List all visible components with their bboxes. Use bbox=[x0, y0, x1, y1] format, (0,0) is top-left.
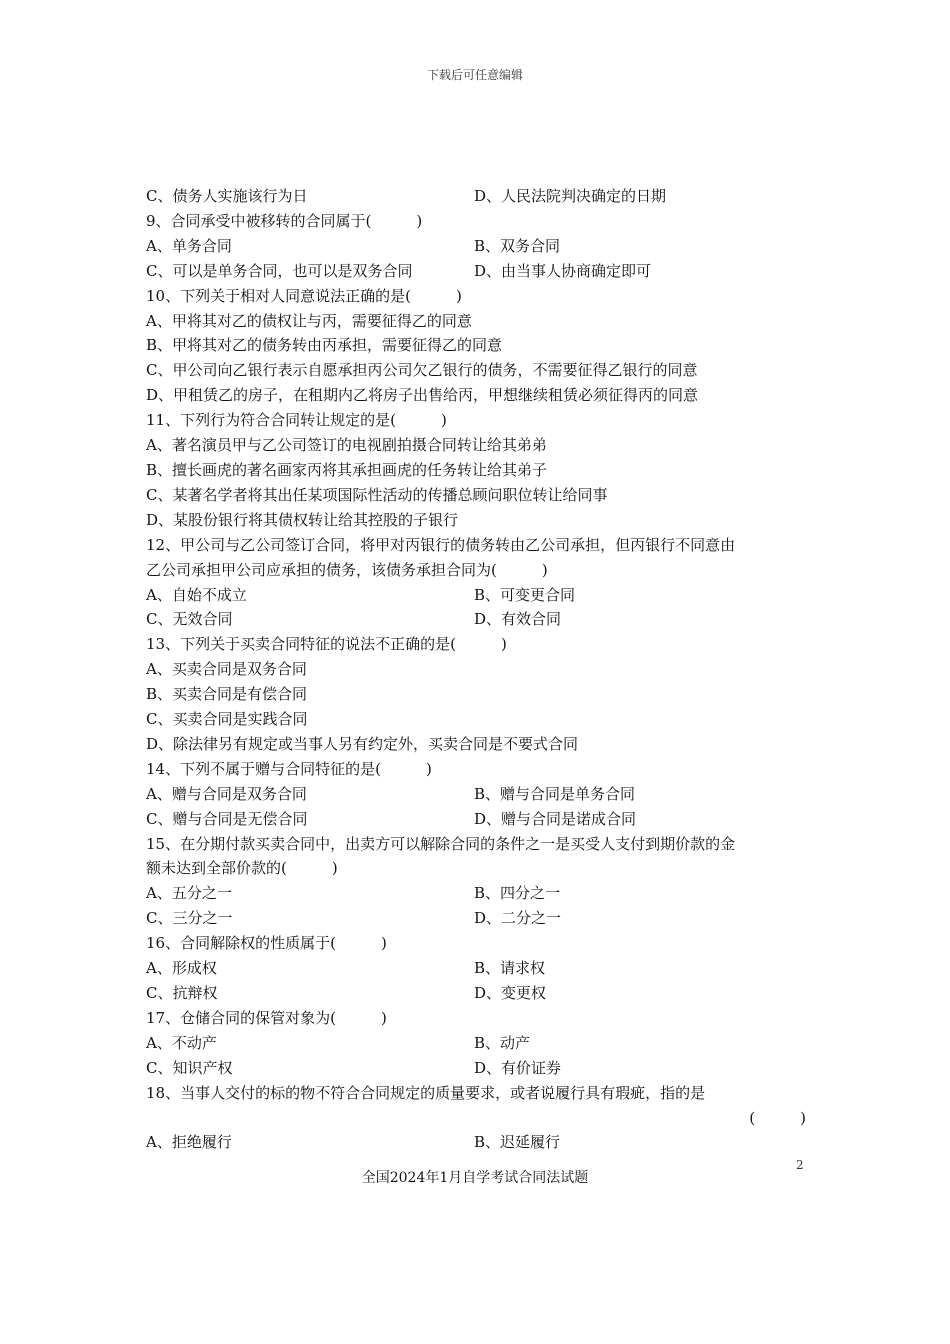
answer-parentheses: ( ) bbox=[749, 1108, 806, 1127]
option-left: A、单务合同 bbox=[146, 236, 232, 255]
option-left: A、拒绝履行 bbox=[146, 1133, 232, 1152]
option-right: D、有价证券 bbox=[474, 1058, 562, 1077]
text-line: A、甲将其对乙的债权让与丙，需要征得乙的同意 bbox=[146, 311, 472, 330]
option-row bbox=[146, 583, 806, 608]
option-right: B、请求权 bbox=[474, 959, 546, 978]
text-line: D、某股份银行将其债权转让给其控股的子银行 bbox=[146, 510, 459, 529]
option-row bbox=[146, 1056, 806, 1081]
text-line: 15、在分期付款买卖合同中，出卖方可以解除合同的条件之一是买受人支付到期价款的金 bbox=[146, 834, 736, 853]
option-left: A、不动产 bbox=[146, 1033, 217, 1052]
option-left: C、知识产权 bbox=[146, 1058, 233, 1077]
option-left: A、赠与合同是双务合同 bbox=[146, 784, 307, 803]
option-right: D、二分之一 bbox=[474, 909, 562, 928]
exam-questions bbox=[146, 184, 806, 1155]
text-line: 17、仓储合同的保管对象为( ) bbox=[146, 1008, 387, 1027]
page-header: 下载后可任意编辑 bbox=[426, 68, 523, 82]
text-line: C、买卖合同是实践合同 bbox=[146, 710, 308, 729]
page-footer: 全国2024年1月自学考试合同法试题 bbox=[361, 1170, 589, 1186]
option-left: A、形成权 bbox=[146, 959, 217, 978]
option-right: D、由当事人协商确定即可 bbox=[474, 261, 652, 280]
text-line: B、擅长画虎的著名画家丙将其承担画虎的任务转让给其弟子 bbox=[146, 460, 548, 479]
option-row bbox=[146, 1031, 806, 1056]
option-left: C、抗辩权 bbox=[146, 984, 218, 1002]
text-line: B、买卖合同是有偿合同 bbox=[146, 685, 308, 704]
text-line: 18、当事人交付的标的物不符合合同规定的质量要求，或者说履行具有瑕疵，指的是 bbox=[146, 1083, 706, 1102]
text-line: 乙公司承担甲公司应承担的债务，该债务承担合同为( ) bbox=[146, 560, 548, 579]
option-row bbox=[146, 807, 806, 832]
option-right: B、迟延履行 bbox=[474, 1133, 561, 1152]
text-line: A、买卖合同是双务合同 bbox=[146, 660, 307, 679]
option-right: B、双务合同 bbox=[474, 236, 561, 255]
option-right: B、四分之一 bbox=[474, 884, 561, 903]
option-row bbox=[146, 906, 806, 931]
option-row bbox=[146, 234, 806, 259]
text-line: 11、下列行为符合合同转让规定的是( ) bbox=[146, 411, 447, 430]
option-right: B、可变更合同 bbox=[474, 585, 576, 604]
page-number: 2 bbox=[796, 1158, 804, 1172]
option-right: B、赠与合同是单务合同 bbox=[474, 784, 636, 803]
text-line: 14、下列不属于赠与合同特征的是( ) bbox=[146, 759, 432, 778]
option-left: C、债务人实施该行为日 bbox=[146, 187, 308, 205]
option-left: A、自始不成立 bbox=[146, 585, 247, 604]
text-line: 13、下列关于买卖合同特征的说法不正确的是( ) bbox=[146, 635, 507, 654]
option-left: C、可以是单务合同，也可以是双务合同 bbox=[146, 261, 413, 280]
option-right: B、动产 bbox=[474, 1033, 531, 1052]
option-row bbox=[146, 981, 806, 1006]
option-left: C、三分之一 bbox=[146, 909, 233, 928]
option-row bbox=[146, 1130, 806, 1155]
option-row bbox=[146, 184, 806, 209]
option-right: D、有效合同 bbox=[474, 610, 562, 629]
text-line: D、除法律另有规定或当事人另有约定外，买卖合同是不要式合同 bbox=[146, 734, 579, 753]
option-left: C、赠与合同是无偿合同 bbox=[146, 809, 308, 828]
text-line: 16、合同解除权的性质属于( ) bbox=[146, 934, 387, 953]
text-line: C、某著名学者将其出任某项国际性活动的传播总顾问职位转让给同事 bbox=[146, 485, 608, 504]
option-row bbox=[146, 782, 806, 807]
option-left: A、五分之一 bbox=[146, 884, 232, 903]
text-line: 10、下列关于相对人同意说法正确的是( ) bbox=[146, 286, 462, 305]
option-right: D、赠与合同是诺成合同 bbox=[474, 809, 637, 828]
option-right: D、变更权 bbox=[474, 984, 547, 1002]
text-line: D、甲租赁乙的房子，在租期内乙将房子出售给丙，甲想继续租赁必须征得丙的同意 bbox=[146, 386, 699, 405]
option-row bbox=[146, 259, 806, 284]
text-line: 额未达到全部价款的( ) bbox=[146, 859, 338, 878]
option-row bbox=[146, 607, 806, 632]
option-left: C、无效合同 bbox=[146, 610, 233, 629]
text-line: 9、合同承受中被移转的合同属于( ) bbox=[146, 211, 423, 230]
option-row bbox=[146, 881, 806, 906]
text-line: 12、甲公司与乙公司签订合同，将甲对丙银行的债务转由乙公司承担，但丙银行不同意由 bbox=[146, 535, 736, 554]
option-right: D、人民法院判决确定的日期 bbox=[474, 187, 667, 205]
text-line: B、甲将其对乙的债务转由丙承担，需要征得乙的同意 bbox=[146, 336, 503, 355]
text-line: C、甲公司向乙银行表示自愿承担丙公司欠乙银行的债务，不需要征得乙银行的同意 bbox=[146, 361, 698, 380]
text-line: A、著名演员甲与乙公司签订的电视剧拍摄合同转让给其弟弟 bbox=[146, 436, 547, 455]
option-row bbox=[146, 956, 806, 981]
